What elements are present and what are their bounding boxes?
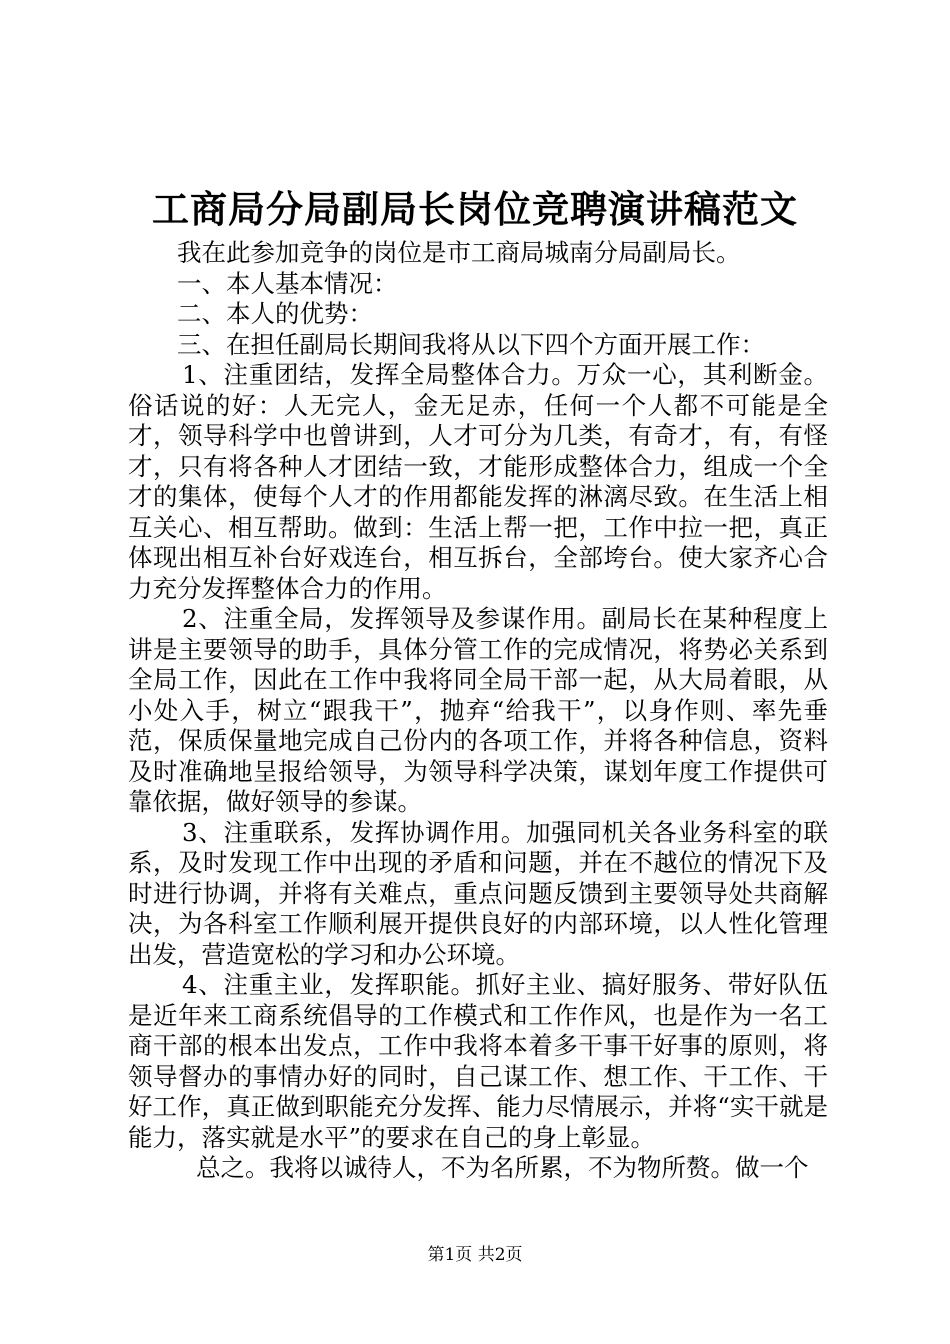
paragraph-item-2: 2、注重全局，发挥领导及参谋作用。副局长在某种程度上讲是主要领导的助手，具体分管工作的完成情况，将势必关系到全局工作，因此在工作中我将同全局干部一起，从大局着眼，从小处入手，树立“跟我干”，抛弃“给我干”，以身作则、率先垂范，保质保量地完成自己份内的各项工作，并将各种信息，资料及时准确地呈报给领导，为领导科学决策，谋划年度工作提供可靠依据，做好领导的参谋。 (128, 604, 828, 816)
paragraph-section-2: 二、本人的优势： (177, 299, 373, 328)
paragraph-item-1: 1、注重团结，发挥全局整体合力。万众一心，其利断金。俗话说的好：人无完人，金无足赤，任何一个人都不可能是全才，领导科学中也曾讲到，人才可分为几类，有奇才，有，有怪才，只有将各种人才团结一致，才能形成整体合力，组成一个全才的集体，使每个人才的作用都能发挥的淋漓尽致。在生活上相互关心、相互帮助。做到：生活上帮一把，工作中拉一把，真正体现出相互补台好戏连台，相互拆台，全部垮台。使大家齐心合力充分发挥整体合力的作用。 (128, 360, 828, 603)
document-title: 工商局分局副局长岗位竞聘演讲稿范文 (152, 187, 798, 231)
paragraph-intro: 我在此参加竞争的岗位是市工商局城南分局副局长。 (177, 238, 741, 267)
paragraph-conclusion: 总之。我将以诚待人，不为名所累，不为物所赘。做一个 (196, 1153, 809, 1182)
paragraph-item-3: 3、注重联系，发挥协调作用。加强同机关各业务科室的联系，及时发现工作中出现的矛盾和问题，并在不越位的情况下及时进行协调，并将有关难点，重点问题反馈到主要领导处共商解决，为各科室工作顺利展开提供良好的内部环境，以人性化管理出发，营造宽松的学习和办公环境。 (128, 817, 828, 969)
paragraph-section-3: 三、在担任副局长期间我将从以下四个方面开展工作： (177, 329, 765, 359)
document-body (128, 238, 828, 1184)
paragraph-item-4: 4、注重主业，发挥职能。抓好主业、搞好服务、带好队伍是近年来工商系统倡导的工作模式和工作作风，也是作为一名工商干部的根本出发点，工作中我将本着多干事干好事的原则，将领导督办的事情办好的同时，自己谋工作、想工作、干工作、干好工作，真正做到职能充分发挥、能力尽情展示，并将“实干就是能力，落实就是水平”的要求在自己的身上彰显。 (128, 970, 828, 1152)
page-footer: 第1页 共2页 (427, 1245, 523, 1265)
paragraph-section-1: 一、本人基本情况： (177, 268, 398, 298)
